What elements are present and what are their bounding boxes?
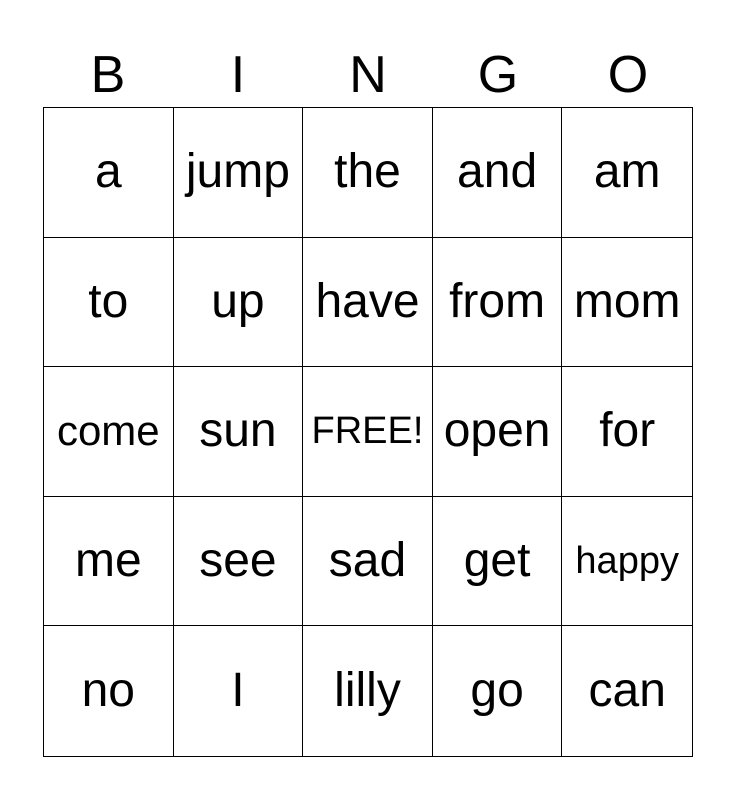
bingo-cell[interactable]: get (433, 497, 563, 627)
bingo-cell[interactable]: for (562, 367, 692, 497)
bingo-cell[interactable]: I (174, 626, 304, 756)
header-letter-b: B (90, 46, 126, 104)
bingo-cell[interactable]: up (174, 238, 304, 368)
bingo-cell[interactable]: jump (174, 108, 304, 238)
bingo-cell[interactable]: a (44, 108, 174, 238)
header-letter-o: O (607, 46, 649, 104)
bingo-cell[interactable]: come (44, 367, 174, 497)
bingo-cell[interactable]: and (433, 108, 563, 238)
bingo-cell[interactable]: sun (174, 367, 304, 497)
bingo-cell[interactable]: mom (562, 238, 692, 368)
bingo-cell[interactable]: happy (562, 497, 692, 627)
bingo-header (43, 42, 693, 108)
bingo-cell[interactable]: lilly (303, 626, 433, 756)
bingo-cell[interactable]: sad (303, 497, 433, 627)
bingo-cell[interactable]: open (433, 367, 563, 497)
bingo-cell[interactable]: to (44, 238, 174, 368)
header-letter-i: I (230, 46, 246, 104)
bingo-cell[interactable]: see (174, 497, 304, 627)
header-letter-g: G (477, 46, 519, 104)
bingo-cell[interactable]: can (588, 664, 666, 718)
bingo-cell[interactable]: from (433, 238, 563, 368)
bingo-cell[interactable]: no (44, 626, 174, 756)
bingo-free-cell[interactable]: FREE! (303, 367, 433, 497)
bingo-cell[interactable]: go (433, 626, 563, 756)
header-letter-n: N (349, 46, 387, 104)
bingo-cell[interactable]: have (303, 238, 433, 368)
bingo-cell[interactable]: me (44, 497, 174, 627)
bingo-cell[interactable]: am (562, 108, 692, 238)
bingo-cell[interactable]: the (303, 108, 433, 238)
bingo-board (43, 107, 693, 757)
